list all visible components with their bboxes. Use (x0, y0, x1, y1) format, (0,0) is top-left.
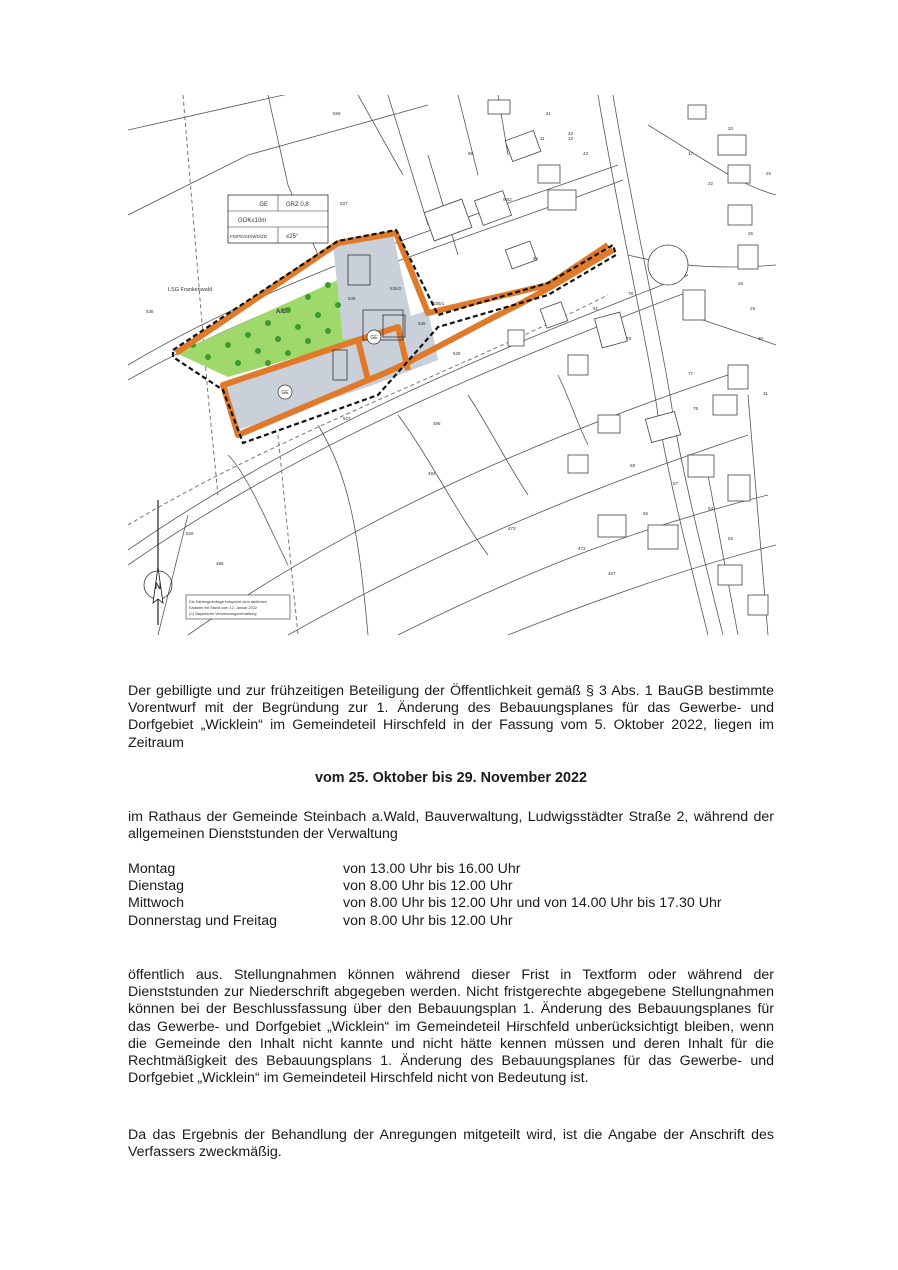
notice-body: öffentlich aus. Stellungnahmen können während dieser Frist in Textform oder während der Dienststunden zur Niederschrift abgegeben werden. Nicht fristgerechte abgegebene Stellungnahmen können bei der Beschlussfassung über den Bebauungsplan 1. Änderung des Bebauungsplanes für das Gewerbe- und Dorfgebiet „Wicklein“ im Gemeindeteil Hirschfeld unberücksichtigt bleiben, wenn die Gemeinde den Inhalt nicht kannte und nicht hätte kennen müssen und deren Inhalt für die Rechtmäßigkeit des Bebauungsplans 1. Änderung des Bebauungsplanes für das Gewerbe- und Dorfgebiet „Wicklein“ im Gemeindeteil Hirschfeld nicht von Bedeutung ist. (128, 967, 774, 1087)
parcel-number: 43 (583, 151, 589, 156)
parcel-number: 472 (578, 546, 586, 551)
parcel-number: 556 (333, 111, 341, 116)
parcel-number: 22 (708, 181, 714, 186)
north-label: N (154, 581, 162, 591)
hours-row (128, 913, 722, 930)
parcel-number: 535/1 (433, 301, 445, 306)
parcel-number: 79 (626, 336, 632, 341)
hours-day: Dienstag (128, 878, 184, 895)
hours-time: von 8.00 Uhr bis 12.00 Uhr (343, 912, 513, 929)
parcel-number: 77 (688, 371, 694, 376)
parcel-number: 56 (643, 511, 649, 516)
parcel-number: 57 (673, 481, 679, 486)
parcel-number: 527 (343, 416, 351, 421)
parcel-number: 496 (216, 561, 224, 566)
parcel-number: 54 (708, 506, 714, 511)
area-ae-label: A/E (276, 309, 287, 315)
parcel-number: 42 (568, 131, 574, 136)
hours-day: Mittwoch (128, 895, 184, 912)
parcel-number: 495 (433, 421, 441, 426)
parcel-number: 536/2 (390, 286, 402, 291)
parcel-number: 494 (428, 471, 436, 476)
parcel-number: 94 (533, 256, 539, 261)
legend-height: GOK≤10m (238, 218, 267, 224)
parcel-number: 539 (348, 296, 356, 301)
lsg-label: LSG Frankenwald (168, 287, 213, 293)
notice-intro: Der gebilligte und zur frühzeitigen Beteiligung der Öffentlichkeit gemäß § 3 Abs. 1 BauGB bestimmte Vorentwurf mit der Begründung zur 1. Änderung des Bebauungsplanes für das Gewerbe- und Dorfgebiet „Wicklein“ im Gemeindeteil Hirschfeld in der Fassung vom 5. Oktober 2022, liegen im Zeitraum (128, 683, 774, 751)
parcel-number: 473 (508, 526, 516, 531)
parcel-number: 52 (728, 536, 734, 541)
parcel-number: 12 (568, 136, 574, 141)
parcel-number: 58 (630, 463, 636, 468)
parcel-number: 11 (540, 136, 545, 141)
parcel-number: 78 (628, 291, 634, 296)
parcel-number: 29 (750, 306, 756, 311)
parcel-number: 75 (693, 406, 699, 411)
development-plan-map (128, 95, 776, 635)
parcel-number: 20 (728, 126, 734, 131)
hours-time: von 8.00 Uhr bis 12.00 Uhr und von 14.00 Uhr bis 17.30 Uhr (343, 895, 722, 912)
parcel-number: 26 (748, 231, 754, 236)
zone-ge-label-2: GE (281, 390, 289, 396)
parcel-number: 526 (186, 531, 194, 536)
hours-row (128, 878, 722, 895)
hours-day: Donnerstag und Freitag (128, 912, 278, 929)
notice-period: vom 25. Oktober bis 29. November 2022 (315, 770, 587, 786)
north-arrow-icon (144, 500, 172, 625)
parcel-number: 537 (340, 201, 348, 206)
hours-row (128, 895, 722, 912)
parcel-number: 96 (468, 151, 474, 156)
parcel-number: 538 (146, 309, 154, 314)
office-hours (128, 861, 722, 930)
source-note-line: Die Kartengrundlage entspricht dem amtlichen (189, 600, 268, 604)
parcel-number: 25 (766, 171, 772, 176)
parcel-number: 41 (546, 111, 552, 116)
parcel-number: 94/2 (503, 197, 512, 202)
source-note-line: Kataster mit Stand vom 12. Januar 2022 (189, 606, 257, 610)
parcel-number: 467 (608, 571, 616, 576)
legend-roof-pitch: ≤25° (286, 234, 299, 240)
plan-legend (228, 195, 328, 243)
parcel-number: 31 (763, 391, 769, 396)
legend-roof-types: FD/PD/SD/WD/ZD (230, 234, 267, 239)
hours-time: von 8.00 Uhr bis 12.00 Uhr (343, 878, 513, 895)
parcel-number: 91 (593, 306, 599, 311)
notice-location: im Rathaus der Gemeinde Steinbach a.Wald, Bauverwaltung, Ludwigsstädter Straße 2, während der allgemeinen Dienststunden der Verwaltung (128, 809, 774, 843)
source-note-line: (C) Bayerische Vermessungsverwaltung (189, 612, 257, 616)
hours-time: von 13.00 Uhr bis 16.00 Uhr (343, 861, 521, 877)
cadastre-source-note (186, 595, 290, 619)
parcel-number: 535 (418, 321, 426, 326)
parcel-number: 529 (453, 351, 461, 356)
notice-closing: Da das Ergebnis der Behandlung der Anregungen mitgeteilt wird, ist die Angabe der Anschrift des Verfassers zweckmäßig. (128, 1127, 774, 1161)
parcel-number: 17 (688, 151, 694, 156)
zone-ge-label-1: GE (370, 335, 378, 341)
hours-day: Montag (128, 861, 176, 877)
legend-zone: GE (259, 202, 268, 208)
hours-row (128, 861, 722, 878)
legend-grz: GRZ 0,8 (286, 202, 309, 208)
parcel-number: 30 (758, 336, 764, 341)
parcel-number: 28 (738, 281, 744, 286)
